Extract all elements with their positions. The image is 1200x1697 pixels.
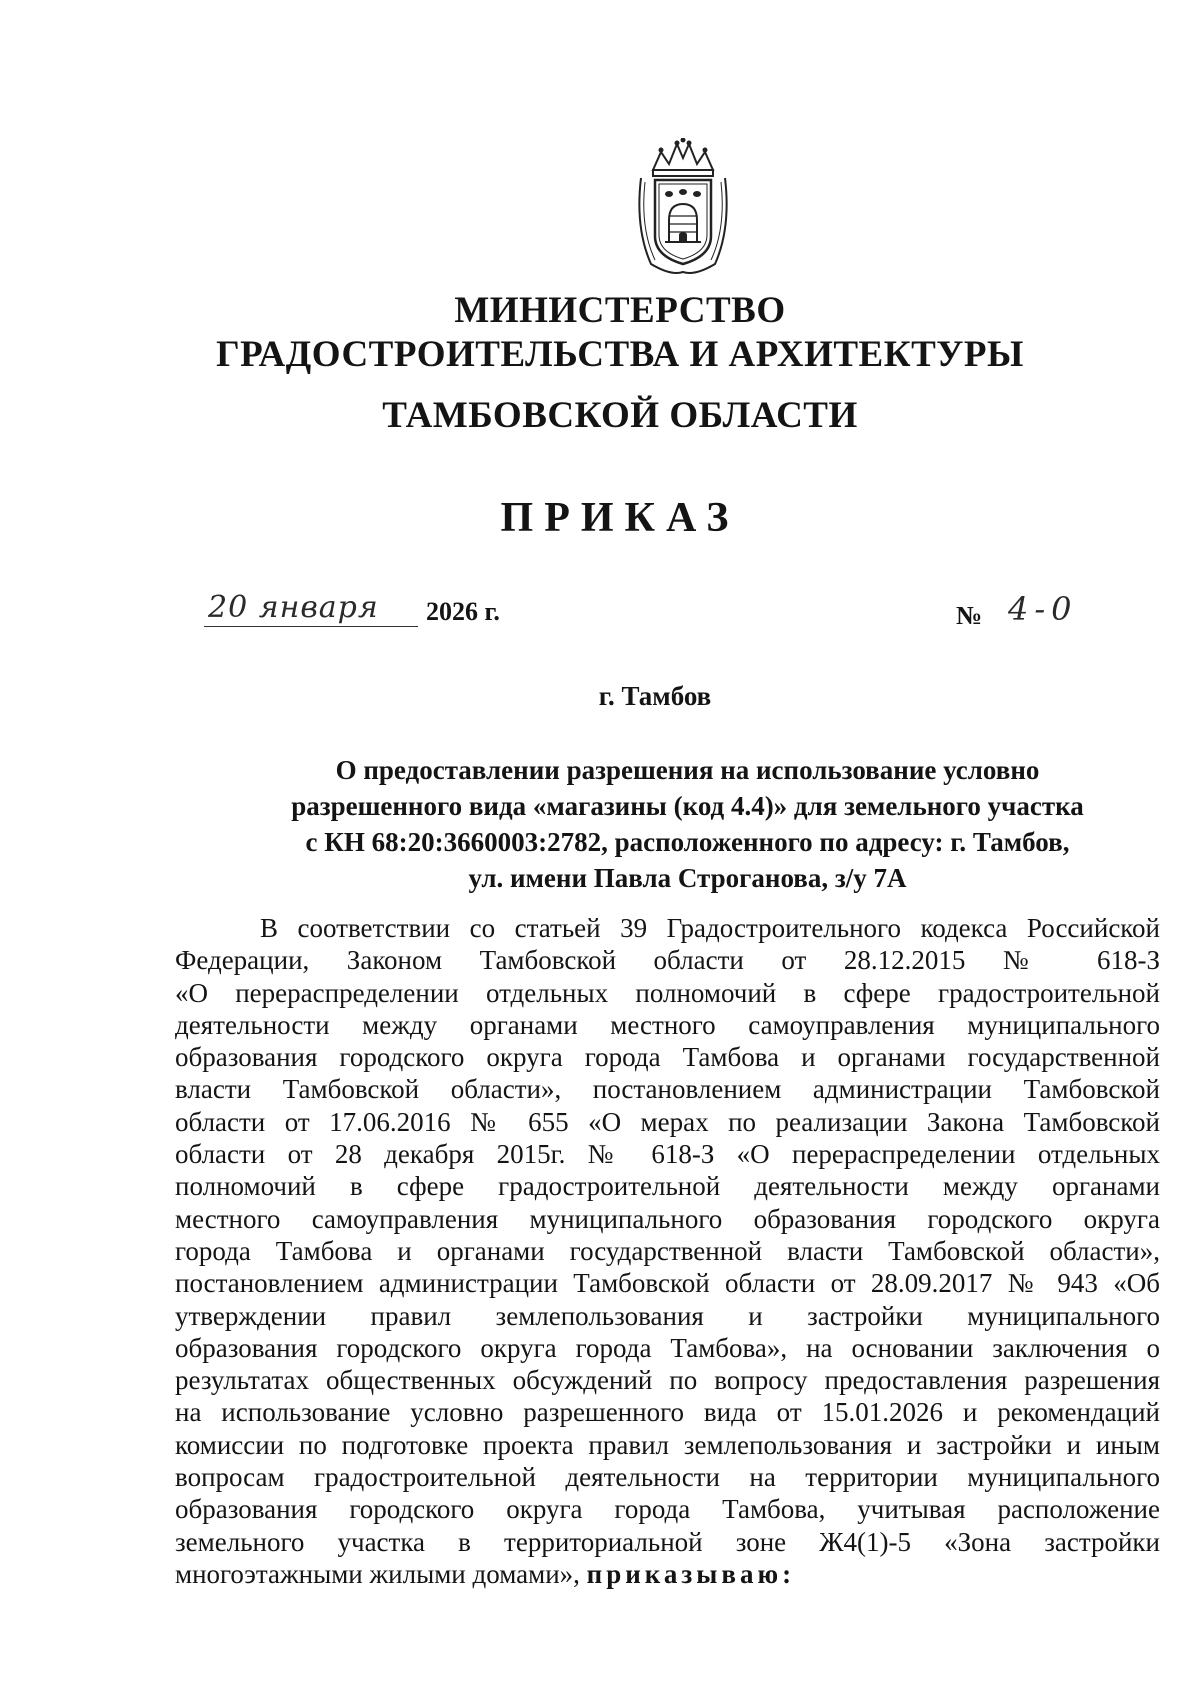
body-line: «О перераспределении отдельных полномочий в сфере градостроительной [175,977,1160,1008]
subject-line: с КН 68:20:3660003:2782, расположенного по адресу: г. Тамбов, [305,827,1070,857]
subject-line: О предоставлении разрешения на использование условно [335,755,1040,785]
body-line: области от 28 декабря 2015г. № 618-З «О перераспределении отдельных [175,1139,1160,1170]
city-name: г. Тамбов [598,681,712,711]
subject-line: ул. имени Павла Строганова, з/у 7А [468,863,907,893]
body-line: В соответствии со статьей 39 Градостроительного кодекса Российской [260,913,1160,943]
handwritten-date: 20 января [204,591,418,627]
body-line: результатах общественных обсуждений по вопросу предоставления разрешения [175,1365,1160,1396]
body-last-text: многоэтажными жилыми домами», [175,1558,580,1589]
date-year: 2026 г. [426,597,500,626]
order-body-paragraph [175,912,1160,1590]
body-line: образования городского округа города Тамбова, учитывая расположение [175,1494,1160,1525]
body-line: вопросам градостроительной деятельности на территории муниципального [175,1462,1160,1493]
body-line: утверждении правил землепользования и застройки муниципального [175,1300,1160,1331]
body-line: деятельности между органами местного самоуправления муниципального [175,1009,1160,1040]
body-line: постановлением администрации Тамбовской области от 28.09.2017 № 943 «Об [175,1268,1160,1299]
ministry-title-line2: ГРАДОСТРОИТЕЛЬСТВА И АРХИТЕКТУРЫ [216,334,1024,375]
body-line: земельного участка в территориальной зоне Ж4(1)-5 «Зона застройки [175,1526,1160,1557]
order-number [956,590,1106,637]
body-line: Федерации, Законом Тамбовской области от 28.12.2015 № 618-З [175,945,1160,976]
number-sign: № [956,601,983,630]
subject-line: разрешенного вида «магазины (код 4.4)» для земельного участка [291,791,1084,821]
ministry-title-line1: МИНИСТЕРСТВО [454,290,786,331]
body-line: местного самоуправления муниципального образования городского округа [175,1203,1160,1234]
body-last-line [175,1558,1160,1590]
coat-of-arms-icon [631,138,735,278]
body-line: города Тамбова и органами государственной власти Тамбовской области», [175,1235,1160,1266]
body-line: на использование условно разрешенного вида от 15.01.2026 и рекомендаций [175,1397,1160,1428]
body-line: власти Тамбовской области», постановлением администрации Тамбовской [175,1074,1160,1105]
body-line: образования городского округа города Тамбова», на основании заключения о [175,1332,1160,1363]
body-line: образования городского округа города Тамбова и органами государственной [175,1042,1160,1073]
body-line: полномочий в сфере градостроительной деятельности между органами [175,1171,1160,1202]
order-subject [175,752,1160,896]
body-line: комиссии по подготовке проекта правил землепользования и застройки и иным [175,1429,1160,1460]
date-line [204,590,514,635]
body-line: области от 17.06.2016 № 655 «О мерах по реализации Закона Тамбовской [175,1106,1160,1137]
ministry-title-line3: ТАМБОВСКОЙ ОБЛАСТИ [382,395,858,436]
document-type-heading: ПРИКАЗ [500,495,740,541]
order-directive: приказываю: [586,1558,796,1589]
handwritten-number: 4-0 [1008,590,1078,628]
